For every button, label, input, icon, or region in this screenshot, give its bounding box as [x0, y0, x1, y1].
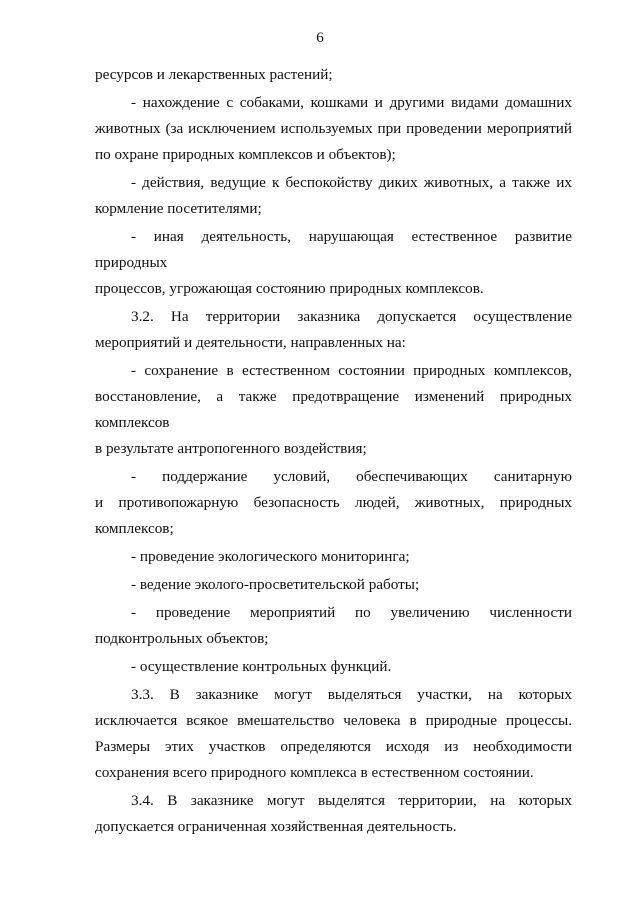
- text-line: подконтрольных объектов;: [95, 630, 269, 647]
- text-line: исключается всякое вмешательство человека в природные процессы.: [95, 712, 572, 729]
- text-line: комплексов: [95, 414, 170, 431]
- text-line: 3.2. На территории заказника допускается осуществление: [131, 308, 572, 325]
- text-line: 3.4. В заказнике могут выделятся территории, на которых: [131, 792, 572, 809]
- text-line: - ведение эколого-просветительской работы;: [131, 576, 420, 593]
- text-line: в результате антропогенного воздействия;: [95, 440, 367, 457]
- text-line: процессов, угрожающая состоянию природных комплексов.: [95, 280, 484, 297]
- text-line: животных (за исключением используемых при проведении мероприятий: [95, 120, 572, 137]
- text-line: допускается ограниченная хозяйственная деятельность.: [95, 818, 457, 835]
- text-line: - осуществление контрольных функций.: [131, 658, 392, 675]
- text-line: - действия, ведущие к беспокойству диких животных, а также их: [131, 174, 572, 191]
- text-line: комплексов;: [95, 520, 174, 537]
- text-line: и противопожарную безопасность людей, животных, природных: [95, 494, 572, 511]
- text-line: по охране природных комплексов и объектов);: [95, 146, 396, 163]
- page-number: 6: [316, 30, 324, 46]
- text-line: 3.3. В заказнике могут выделяться участки, на которых: [131, 686, 572, 703]
- text-line: ресурсов и лекарственных растений;: [95, 66, 333, 83]
- text-line: - поддержание условий, обеспечивающих санитарную: [131, 468, 572, 485]
- text-line: - проведение мероприятий по увеличению численности: [131, 604, 572, 621]
- text-line: Размеры этих участков определяются исходя из необходимости: [95, 738, 572, 755]
- text-line: - сохранение в естественном состоянии природных комплексов,: [131, 362, 572, 379]
- text-line: мероприятий и деятельности, направленных на:: [95, 334, 406, 351]
- text-line: - иная деятельность, нарушающая естественное развитие природных: [95, 228, 572, 271]
- document-body: [95, 62, 572, 840]
- text-line: - нахождение с собаками, кошками и другими видами домашних: [131, 94, 572, 111]
- text-line: кормление посетителями;: [95, 200, 262, 217]
- text-line: восстановление, а также предотвращение изменений природных: [95, 388, 572, 405]
- text-line: - проведение экологического мониторинга;: [131, 548, 410, 565]
- text-line: сохранения всего природного комплекса в естественном состоянии.: [95, 764, 534, 781]
